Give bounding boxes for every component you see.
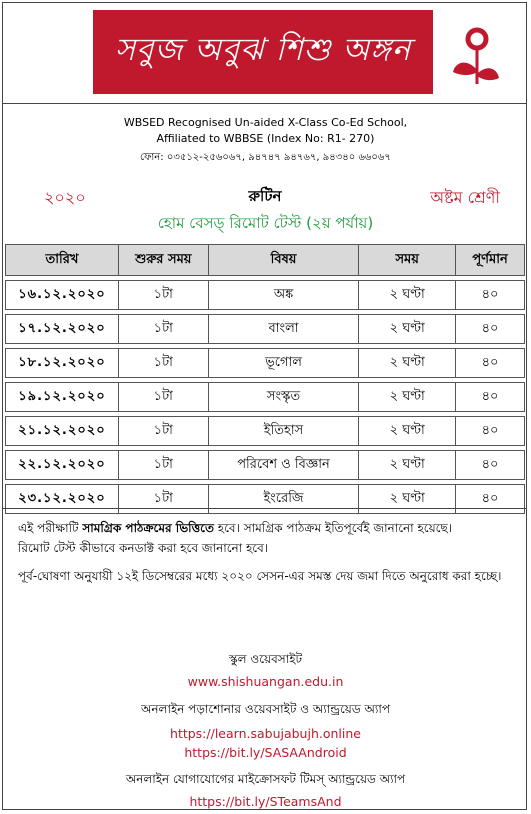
note-syllabus-post: হবে। সামগ্রিক পাঠক্রম ইতিপূর্বেই জানানো হয়েছে। — [213, 521, 453, 535]
col-date-header: তারিখ — [6, 245, 119, 276]
notes-section — [18, 518, 513, 586]
school-name: সবুজ অবুঝ শিশু অঙ্গন — [114, 32, 412, 68]
row-duration: ২ ঘণ্টা — [359, 451, 456, 480]
teams-label: অনলাইন যোগাযোগের মাইক্রোসফট টিমস্‌ অ্যান্ড্রয়েড অ্যাপ — [125, 772, 406, 786]
table-row — [6, 349, 525, 378]
note-conduct: রিমোট টেস্ট কীভাবে কনডাক্ট করা হবে জানানো হবে। — [18, 541, 269, 555]
row-marks: ৪০ — [456, 281, 525, 310]
col-subject-header: বিষয় — [208, 245, 359, 276]
row-date: ২৩.১২.২০২০ — [6, 485, 119, 514]
affiliation-line: Affiliated to WBBSE (Index No: R1- 270) — [156, 132, 375, 145]
recognition-line: WBSED Recognised Un-aided X-Class Co-Ed School, — [123, 116, 408, 129]
row-subject: বাংলা — [208, 315, 359, 344]
row-marks: ৪০ — [456, 349, 525, 378]
table-row — [6, 417, 525, 446]
row-subject: ইতিহাস — [208, 417, 359, 446]
table-header-row — [6, 245, 525, 276]
learning-label: অনলাইন পড়াশোনার ওয়েবসাইট ও অ্যান্ড্রয়েড অ্যাপ — [140, 702, 390, 716]
table-row — [6, 383, 525, 412]
row-start: ১টা — [118, 315, 208, 344]
exam-name: হোম বেসড্‌ রিমোট টেস্ট (২য় পর্যায়) — [157, 214, 374, 232]
row-start: ১টা — [118, 383, 208, 412]
col-marks-header: পূর্ণমান — [456, 245, 525, 276]
row-date: ২১.১২.২০২০ — [6, 417, 119, 446]
learning-link[interactable]: https://learn.sabujabujh.online — [170, 726, 361, 741]
routine-class: অষ্টম শ্রেণী — [430, 188, 500, 207]
routine-title: রুটিন — [248, 187, 282, 205]
flower-logo-icon — [447, 26, 501, 86]
row-start: ১টা — [118, 281, 208, 310]
table-row — [6, 485, 525, 514]
row-date: ১৭.১২.২০২০ — [6, 315, 119, 344]
android-app-link[interactable]: https://bit.ly/SASAAndroid — [184, 745, 347, 760]
row-subject: পরিবেশ ও বিজ্ঞান — [208, 451, 359, 480]
row-subject: সংস্কৃত — [208, 383, 359, 412]
website-link[interactable]: www.shishuangan.edu.in — [187, 674, 344, 689]
website-label: স্কুল ওয়েবসাইট — [229, 652, 302, 666]
notes-divider — [2, 508, 527, 509]
note-syllabus-bold: সামগ্রিক পাঠক্রমের ভিত্তিতে — [82, 521, 214, 535]
teams-link[interactable]: https://bit.ly/STeamsAnd — [189, 794, 342, 809]
row-subject: অঙ্ক — [208, 281, 359, 310]
row-marks: ৪০ — [456, 451, 525, 480]
row-start: ১টা — [118, 485, 208, 514]
row-date: ১৮.১২.২০২০ — [6, 349, 119, 378]
row-date: ১৯.১২.২০২০ — [6, 383, 119, 412]
row-duration: ২ ঘণ্টা — [359, 417, 456, 446]
row-duration: ২ ঘণ্টা — [359, 485, 456, 514]
table-row — [6, 451, 525, 480]
table-row — [6, 281, 525, 310]
row-start: ১টা — [118, 417, 208, 446]
row-start: ১টা — [118, 451, 208, 480]
row-duration: ২ ঘণ্টা — [359, 383, 456, 412]
row-duration: ২ ঘণ্টা — [359, 349, 456, 378]
col-duration-header: সময় — [359, 245, 456, 276]
row-duration: ২ ঘণ্টা — [359, 315, 456, 344]
row-subject: ইংরেজি — [208, 485, 359, 514]
row-marks: ৪০ — [456, 383, 525, 412]
row-marks: ৪০ — [456, 315, 525, 344]
header-divider — [2, 103, 527, 104]
row-subject: ভূগোল — [208, 349, 359, 378]
routine-table — [5, 244, 525, 514]
col-start-header: শুরুর সময় — [118, 245, 208, 276]
row-start: ১টা — [118, 349, 208, 378]
routine-year: ২০২০ — [44, 188, 86, 207]
row-date: ১৬.১২.২০২০ — [6, 281, 119, 310]
phone-line: ফোন: ০৩৫১২-২৫৬০৬৭, ৯৪৭৪৭ ৯৪৭৬৭, ৯৪৩৪০ ৬৬০৬৭ — [140, 152, 391, 163]
table-row — [6, 315, 525, 344]
note-syllabus-pre: এই পরীক্ষাটি — [18, 521, 83, 535]
school-banner — [93, 10, 433, 94]
note-syllabus — [18, 518, 513, 538]
note-fees: পূর্ব-ঘোষণা অনুযায়ী ১২ই ডিসেম্বরের মধ্যে ২০২০ সেসন-এর সমস্ত দেয় জমা দিতে অনুরোধ করা হচ্ছে। — [18, 569, 502, 583]
row-date: ২২.১২.২০২০ — [6, 451, 119, 480]
row-marks: ৪০ — [456, 485, 525, 514]
row-marks: ৪০ — [456, 417, 525, 446]
row-duration: ২ ঘণ্টা — [359, 281, 456, 310]
